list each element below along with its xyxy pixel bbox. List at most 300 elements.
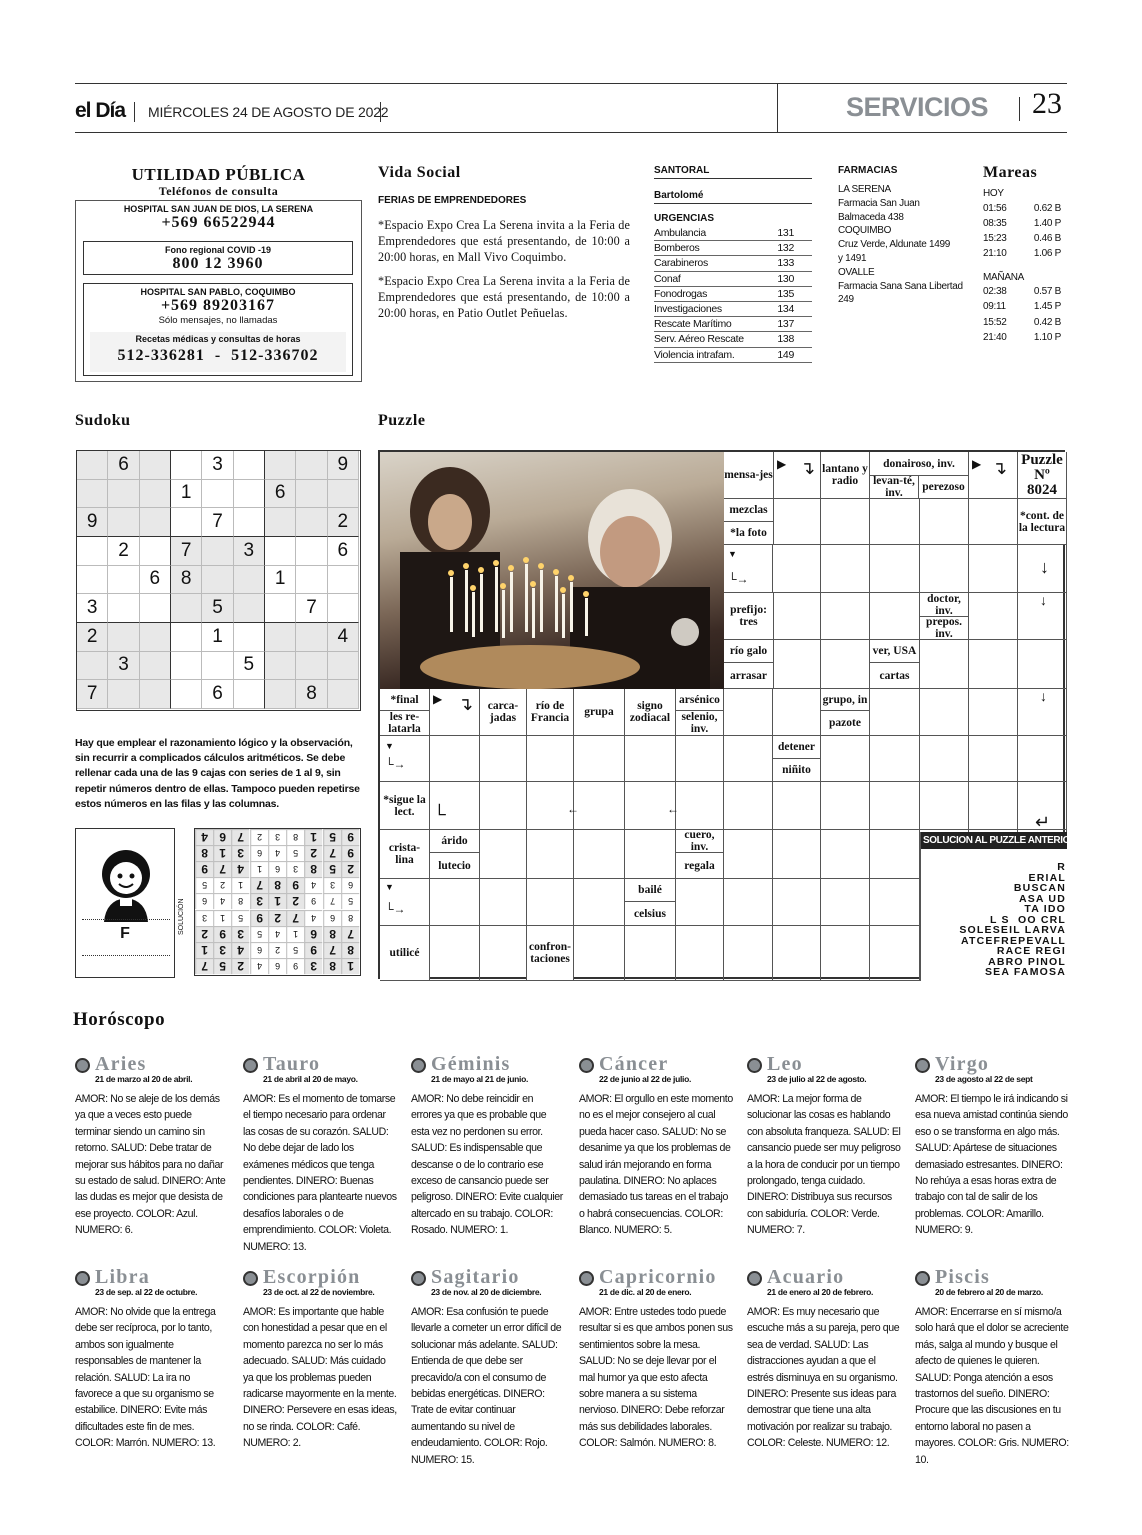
solution-row: SOLESEIL LARVA	[959, 924, 1066, 936]
solution-cell: 5	[323, 829, 341, 845]
clue-arrow-icon: ↵	[1035, 812, 1051, 832]
sudoku-cell[interactable]	[202, 566, 233, 595]
puzzle-cell[interactable]	[724, 830, 773, 879]
sudoku-cell[interactable]	[140, 508, 171, 537]
utilidad-box	[75, 200, 362, 382]
sudoku-cell[interactable]	[328, 594, 359, 623]
clue-utilice: utilicé	[380, 926, 430, 981]
solution-cell: 6	[213, 829, 231, 845]
solution-row: R	[1057, 861, 1066, 873]
sudoku-cell[interactable]	[265, 623, 296, 652]
covid-number: 800 12 3960	[172, 255, 264, 272]
puzzle-cell[interactable]	[969, 689, 1018, 736]
clue-selenio: selenio, inv.	[676, 711, 724, 736]
sudoku-cell[interactable]	[171, 680, 202, 709]
solution-cell: 1	[286, 926, 304, 942]
sudoku-cell[interactable]: 6	[202, 680, 233, 709]
sudoku-cell[interactable]: 3	[234, 537, 265, 566]
urgencia-label: Bomberos	[654, 242, 700, 255]
sudoku-cell[interactable]	[296, 451, 327, 480]
sudoku-cell[interactable]	[108, 623, 139, 652]
sudoku-cell[interactable]	[140, 652, 171, 681]
farmacia-line: LA SERENA	[838, 184, 891, 195]
marea-row	[983, 231, 1063, 246]
solution-cell: 6	[268, 958, 286, 974]
header-divider	[777, 84, 778, 132]
sudoku-cell[interactable]	[234, 623, 265, 652]
puzzle-cell[interactable]	[821, 593, 870, 640]
header-bottom-rule	[75, 132, 1067, 133]
solution-cell: 1	[268, 893, 286, 909]
marea-height: 0.62 B	[1033, 202, 1061, 214]
sudoku-cell[interactable]	[171, 623, 202, 652]
sudoku-cell[interactable]: 6	[328, 537, 359, 566]
sudoku-cell[interactable]	[234, 480, 265, 509]
sudoku-cell[interactable]	[296, 480, 327, 509]
solution-cell: 1	[195, 942, 213, 958]
sudoku-cell[interactable]: 7	[171, 537, 202, 566]
sudoku-cell[interactable]: 9	[77, 508, 108, 537]
sudoku-cell[interactable]: 2	[108, 537, 139, 566]
farmacia-line: Farmacia Sana Sana Libertad	[838, 280, 963, 292]
urgencia-number: 137	[777, 318, 794, 331]
solution-cell: 4	[304, 910, 322, 926]
puzzle-cell[interactable]	[1018, 640, 1067, 689]
puzzle-cell[interactable]	[920, 689, 969, 736]
hospital-la-serena: HOSPITAL SAN JUAN DE DIOS, LA SERENA +569 66522944	[81, 204, 356, 238]
puzzle-cell[interactable]	[527, 830, 574, 879]
puzzle-cell[interactable]	[676, 782, 724, 830]
puzzle-cell[interactable]	[773, 640, 821, 689]
solution-cell: 3	[213, 942, 231, 958]
puzzle-cell[interactable]	[480, 879, 527, 926]
farmacia-line: Farmacia San Juan	[838, 197, 920, 209]
solution-cell: 4	[304, 877, 322, 893]
hospital-coquimbo-number: +569 89203167	[160, 297, 276, 314]
sudoku-cell[interactable]	[265, 652, 296, 681]
sign-dates: 21 de dic. al 20 de enero.	[599, 1287, 692, 1297]
solution-cell: 6	[195, 893, 213, 909]
solution-cell: 9	[304, 893, 322, 909]
sign-name-piscis: Piscis	[935, 1266, 990, 1288]
puzzle-cell[interactable]	[821, 830, 870, 879]
sudoku-cell[interactable]	[140, 623, 171, 652]
puzzle-cell[interactable]	[724, 736, 773, 782]
puzzle-solution-grid	[931, 862, 1066, 978]
clue-cristalina: crista-lina	[380, 830, 430, 879]
puzzle-cell[interactable]	[430, 926, 480, 981]
puzzle-cell[interactable]	[773, 879, 821, 926]
santoral-section: SANTORAL Bartolomé URGENCIAS Ambulancia 131 Bomberos 132 Carabineros 133 Conaf 130 Fonodrogas 135 Investigaciones 134 Rescate Marítimo 137 Serv. Aéreo Rescate 138 Violencia intrafam. 149	[654, 164, 812, 363]
solution-cell: 6	[323, 910, 341, 926]
puzzle-cell[interactable]	[870, 926, 920, 981]
urgencia-label: Carabineros	[654, 257, 708, 270]
header-top-rule	[75, 83, 1067, 84]
marea-row	[983, 201, 1063, 216]
sudoku-cell[interactable]	[140, 594, 171, 623]
sudoku-cell[interactable]: 7	[77, 680, 108, 709]
urgencia-label: Fonodrogas	[654, 287, 708, 300]
sudoku-cell[interactable]	[171, 451, 202, 480]
sudoku-cell[interactable]	[108, 566, 139, 595]
solution-cell: 5	[323, 861, 341, 877]
clue-arrow-icon: ←	[667, 802, 679, 816]
solution-cell: 3	[195, 910, 213, 926]
clue-arrow-icon: ▼	[385, 741, 394, 751]
sudoku-cell[interactable]	[108, 480, 139, 509]
urgencia-row	[654, 332, 812, 347]
sudoku-cell[interactable]	[296, 537, 327, 566]
sudoku-cell[interactable]: 6	[265, 480, 296, 509]
solution-cell: 1	[304, 829, 322, 845]
puzzle-cell[interactable]	[480, 926, 527, 981]
solution-cell: 5	[250, 926, 268, 942]
sudoku-cell[interactable]	[234, 680, 265, 709]
sudoku-cell[interactable]	[108, 508, 139, 537]
puzzle-cell[interactable]	[821, 545, 870, 593]
puzzle-photo	[380, 452, 724, 689]
puzzle-cell[interactable]	[821, 782, 870, 830]
sudoku-cell[interactable]: 3	[202, 451, 233, 480]
sudoku-cell[interactable]: 5	[234, 652, 265, 681]
sign-text: AMOR: Es el momento de tomarse el tiempo necesario para ordenar las cosas de su corazón. SALUD: No debe dejar de lado los exámenes médicos que tenga pendientes. DINERO: Buenas condiciones para plantearte nuevos desafíos laborales o de emprendimiento. COLOR: Violeta. NUMERO: 13.	[243, 1093, 397, 1253]
candles-photo	[380, 452, 724, 689]
puzzle-cell[interactable]	[870, 736, 920, 782]
clue-mensajes: mensa-jes	[724, 452, 774, 499]
urgencia-label: Rescate Marítimo	[654, 318, 732, 331]
sudoku-cell[interactable]: 1	[171, 480, 202, 509]
puzzle-cell[interactable]	[574, 879, 625, 926]
puzzle-cell[interactable]	[870, 593, 920, 640]
sudoku-cell[interactable]	[234, 594, 265, 623]
sudoku-cell[interactable]	[265, 680, 296, 709]
puzzle-cell[interactable]	[870, 782, 920, 830]
puzzle-cell[interactable]	[821, 736, 870, 782]
puzzle-cell[interactable]	[920, 736, 969, 782]
puzzle-cell[interactable]	[870, 499, 920, 545]
sign-dates: 20 de febrero al 20 de marzo.	[935, 1287, 1043, 1297]
farmacia-line: OVALLE	[838, 266, 875, 278]
clue-regala: regala	[676, 853, 724, 879]
solution-cell: 1	[341, 958, 359, 974]
puzzle-cell[interactable]	[625, 830, 676, 879]
puzzle-cell[interactable]	[870, 879, 920, 926]
sudoku-cell[interactable]	[296, 623, 327, 652]
sudoku-cell[interactable]	[108, 680, 139, 709]
puzzle-cell[interactable]	[821, 926, 870, 981]
sudoku-cell[interactable]	[140, 680, 171, 709]
sudoku-cell[interactable]	[328, 480, 359, 509]
puzzle-cell[interactable]	[625, 926, 676, 981]
clue-grupa: grupa	[574, 689, 625, 736]
sudoku-cell[interactable]	[265, 508, 296, 537]
sudoku-cell[interactable]	[171, 652, 202, 681]
solution-cell: 3	[323, 877, 341, 893]
sudoku-cell[interactable]	[108, 594, 139, 623]
hospital-coquimbo-box: HOSPITAL SAN PABLO, COQUIMBO +569 89203167 Sólo mensajes, no llamadas Recetas médicas y consultas de horas 512-336281 - 512-336702	[83, 283, 353, 376]
puzzle-cell[interactable]	[480, 830, 527, 879]
solution-cell: 5	[231, 910, 249, 926]
urgencia-row	[654, 348, 812, 363]
sudoku-cell[interactable]	[265, 537, 296, 566]
clue-lantano: lantano y radio	[821, 452, 870, 499]
sudoku-cell[interactable]	[171, 594, 202, 623]
puzzle-cell[interactable]	[773, 782, 821, 830]
sudoku-cell[interactable]	[234, 508, 265, 537]
puzzle-cell[interactable]	[969, 782, 1018, 830]
sign-dates: 21 de mayo al 21 de junio.	[431, 1074, 529, 1084]
urgencias-list	[654, 226, 812, 363]
crossword-puzzle	[378, 450, 1077, 979]
sudoku-cell[interactable]	[328, 680, 359, 709]
newspaper-logo: el Día	[75, 99, 126, 122]
clue-signo: signo zodiacal	[625, 689, 676, 736]
sudoku-cell[interactable]: 1	[265, 566, 296, 595]
marea-height: 1.06 P	[1033, 248, 1061, 260]
urgencia-number: 133	[777, 257, 794, 270]
sudoku-cell[interactable]: 4	[328, 623, 359, 652]
clue-arrow-icon: ↓	[1040, 557, 1049, 577]
puzzle-cell[interactable]	[870, 545, 920, 593]
sign-dates: 23 de agosto al 22 de sept	[935, 1074, 1033, 1084]
puzzle-cell[interactable]	[574, 782, 625, 830]
solution-cell: 9	[341, 845, 359, 861]
clue-arrow-icon: └→	[728, 572, 749, 586]
clue-carcajadas: carca-jadas	[480, 689, 527, 736]
sudoku-cell[interactable]: 2	[77, 623, 108, 652]
sudoku-cell[interactable]	[140, 480, 171, 509]
urgencia-label: Serv. Aéreo Rescate	[654, 333, 744, 346]
separator	[1019, 97, 1020, 121]
sudoku-cell[interactable]: 7	[202, 508, 233, 537]
urgencia-row	[654, 272, 812, 287]
solution-row: ABRO PINOL	[988, 955, 1066, 968]
sudoku-cell[interactable]: 3	[108, 652, 139, 681]
solution-cell: 2	[250, 829, 268, 845]
utilidad-title: UTILIDAD PÚBLICA	[131, 165, 306, 184]
sudoku-solution	[194, 828, 361, 976]
sudoku-cell[interactable]	[77, 537, 108, 566]
clue-arrow-icon: ▶	[433, 692, 443, 706]
sudoku-cell[interactable]	[234, 566, 265, 595]
sign-name-cancer: Cáncer	[599, 1053, 669, 1075]
solution-cell: 3	[268, 829, 286, 845]
puzzle-cell[interactable]	[920, 640, 969, 689]
sudoku-cell[interactable]	[77, 480, 108, 509]
puzzle-cell[interactable]	[527, 736, 574, 782]
urgencia-row	[654, 226, 812, 241]
sudoku-cell[interactable]: 8	[171, 566, 202, 595]
solution-cell: 4	[213, 893, 231, 909]
puzzle-solution	[920, 832, 1077, 981]
puzzle-cell[interactable]	[773, 593, 821, 640]
puzzle-cell[interactable]	[870, 689, 920, 736]
marea-time: 02:38	[983, 286, 1007, 298]
puzzle-number: Puzzle Nº 8024	[1018, 452, 1067, 499]
sudoku-cell[interactable]: 3	[77, 594, 108, 623]
clue-arrow-icon: ↓	[1040, 592, 1047, 608]
puzzle-cell[interactable]	[676, 736, 724, 782]
sudoku-cell[interactable]	[140, 451, 171, 480]
clue-baile: bailé	[625, 879, 676, 902]
solution-row: SEA FAMOSA	[984, 966, 1066, 978]
solution-cell: 9	[286, 958, 304, 974]
puzzle-cell[interactable]	[969, 736, 1018, 782]
puzzle-cell[interactable]	[773, 926, 821, 981]
mareas-hoy	[983, 201, 1063, 262]
sudoku-cell[interactable]	[202, 652, 233, 681]
puzzle-cell[interactable]	[574, 830, 625, 879]
sign-text: AMOR: El tiempo le irá indicando si esa nueva amistad continúa siendo eso o se transforma en algo más. SALUD: Apártese de situaciones demasiado estresantes. DINERO: No rehúya a esas horas extra de trabajo con tal de salir de los problemas. COLOR: Amarillo. NUMERO: 9.	[915, 1093, 1068, 1237]
sudoku-cell[interactable]	[296, 508, 327, 537]
sudoku-cell[interactable]	[140, 537, 171, 566]
sudoku-cell[interactable]	[77, 566, 108, 595]
puzzle-cell[interactable]	[1018, 736, 1067, 782]
puzzle-cell[interactable]	[430, 736, 480, 782]
sudoku-cell[interactable]	[202, 480, 233, 509]
sudoku-cell[interactable]	[328, 652, 359, 681]
solution-cell: 6	[304, 926, 322, 942]
solution-cell: 7	[286, 910, 304, 926]
sign-dates: 23 de julio al 22 de agosto.	[767, 1074, 867, 1084]
clue-relataria: les re-latarla	[380, 711, 430, 736]
urgencia-number: 149	[777, 348, 794, 361]
dotted-line	[82, 919, 170, 920]
puzzle-cell[interactable]	[969, 499, 1018, 545]
puzzle-cell[interactable]	[969, 593, 1018, 640]
puzzle-cell[interactable]	[430, 879, 480, 926]
clue-arrow-icon: ▼	[385, 882, 394, 892]
solution-cell: 9	[195, 861, 213, 877]
sudoku-cell[interactable]	[77, 451, 108, 480]
sudoku-instructions: Hay que emplear el razonamiento lógico y la observación, sin recurrir a complicados cálculos aritméticos. Se debe rellenar cada una de las 9 cajas con series de 1 al 9, sin repetir números dentro de ellas. Tampoco pueden repetirse estos números en las filas y las columnas.	[75, 737, 360, 810]
puzzle-cell[interactable]	[821, 879, 870, 926]
sudoku-cell[interactable]	[328, 566, 359, 595]
puzzle-cell[interactable]	[969, 640, 1018, 689]
clue-prefijo: prefijo: tres	[724, 593, 774, 640]
sudoku-cell[interactable]: 1	[202, 623, 233, 652]
sign-dates: 23 de sep. al 22 de octubre.	[95, 1287, 198, 1297]
puzzle-cell[interactable]	[821, 640, 870, 689]
marea-height: 1.40 P	[1033, 217, 1061, 229]
sign-text: AMOR: No se aleje de los demás ya que a veces esto puede terminar siendo un camino sin retorno. SALUD: Debe tratar de mejorar sus hábitos para no dañar su estado de salud. DINERO: Ante las dudas es mejor que desista de ese proyecto. COLOR: Azul. NUMERO: 6.	[75, 1093, 226, 1237]
marea-height: 0.46 B	[1033, 233, 1061, 245]
urgencia-label: Ambulancia	[654, 227, 706, 239]
puzzle-cell[interactable]	[574, 926, 625, 981]
solution-cell: 7	[231, 829, 249, 845]
clue-riofrancia: río de Francia	[527, 689, 574, 736]
urgencia-label: Conaf	[654, 272, 681, 285]
utilidad-subtitle: Teléfonos de consulta	[158, 184, 279, 198]
geminis-icon	[411, 1058, 426, 1073]
sudoku-cell[interactable]	[296, 566, 327, 595]
puzzle-cell[interactable]	[625, 736, 676, 782]
clue-cont: *cont. de la lectura	[1018, 499, 1067, 545]
sign-name-acuario: Acuario	[767, 1266, 845, 1288]
clue-verusa: ver, USA	[870, 640, 920, 663]
hospital-la-serena-number: +569 66522944	[161, 214, 276, 231]
clue-arrow-icon: ▼	[728, 549, 737, 559]
sudoku-cell[interactable]	[171, 508, 202, 537]
clue-arrasar: arrasar	[724, 663, 774, 689]
solution-cell: 7	[250, 877, 268, 893]
sudoku-cell[interactable]	[296, 652, 327, 681]
sudoku-cell[interactable]	[265, 451, 296, 480]
puzzle-cell[interactable]	[527, 879, 574, 926]
puzzle-cell[interactable]	[870, 830, 920, 879]
puzzle-cell[interactable]	[724, 879, 773, 926]
separator	[134, 102, 135, 122]
sudoku-cell[interactable]	[77, 652, 108, 681]
puzzle-cell[interactable]	[920, 545, 969, 593]
marea-time: 08:35	[983, 217, 1007, 229]
sign-dates: 21 de enero al 20 de febrero.	[767, 1287, 874, 1297]
puzzle-cell[interactable]	[724, 782, 773, 830]
solution-cell: 7	[323, 942, 341, 958]
solution-row: ATCEFREPEVALL	[960, 934, 1066, 947]
solution-cell: 4	[250, 958, 268, 974]
puzzle-cell[interactable]	[773, 499, 821, 545]
puzzle-cell[interactable]	[821, 499, 870, 545]
solucion-label: SOLUCIÓN	[178, 898, 185, 935]
escorpion-icon	[243, 1271, 258, 1286]
puzzle-cell[interactable]	[676, 926, 724, 981]
sudoku-cell[interactable]: 8	[296, 680, 327, 709]
sign-text: AMOR: El orgullo en este momento no es el mejor consejero al cual pueda hacer caso. SALUD: No se desanime ya que los problemas de salud irán mejorando en forma paulatina. DINERO: No aplaces demasiado tus tareas en el trabajo o habrá consecuencias. COLOR: Blanco. NUMERO: 5.	[579, 1093, 733, 1237]
sudoku-cell[interactable]: 2	[328, 508, 359, 537]
sudoku-cell[interactable]: 7	[296, 594, 327, 623]
clue-prepos: prepos. inv.	[920, 617, 969, 640]
puzzle-cell[interactable]	[920, 782, 969, 830]
vida-social-title: Vida Social	[378, 164, 461, 181]
solution-cell: 2	[213, 877, 231, 893]
puzzle-cell[interactable]	[969, 545, 1018, 593]
sign-dates: 21 de abril al 20 de mayo.	[263, 1074, 358, 1084]
solution-cell: 3	[250, 893, 268, 909]
sudoku-cell[interactable]: 6	[108, 451, 139, 480]
marea-row	[983, 284, 1063, 299]
clue-arrow-icon: ↴	[800, 458, 816, 478]
puzzle-cell[interactable]	[773, 830, 821, 879]
sudoku-cell[interactable]	[265, 594, 296, 623]
clue-cuero: cuero, inv.	[676, 830, 724, 853]
puzzle-cell[interactable]	[773, 545, 821, 593]
puzzle-cell[interactable]	[724, 689, 773, 736]
clue-arrow-icon: └→	[385, 757, 406, 771]
puzzle-cell[interactable]	[724, 926, 773, 981]
page-number: 23	[1032, 87, 1062, 120]
sign-text: AMOR: Esa confusión te puede llevarle a cometer un error difícil de solucionar más adelante. SALUD: Entienda de que debe ser precavido/a con el consumo de bebidas energéticas. DINERO: Trate de evitar continuar aumentando su nivel de endeudamiento. COLOR: Rojo. NUMERO: 15.	[411, 1306, 562, 1466]
puzzle-cell[interactable]	[574, 736, 625, 782]
solution-cell: 6	[250, 942, 268, 958]
sudoku-cell[interactable]	[234, 451, 265, 480]
solution-cell: 8	[323, 926, 341, 942]
sign-text: AMOR: Entre ustedes todo puede resultar si es que ambos ponen sus sentimientos sobre la mesa. SALUD: No se deje llevar por el mal humor ya que esto afecta sobre manera a su sistema nervioso. DINERO: Debe reforzar más sus debilidades laborales. COLOR: Salmón. NUMERO: 8.	[579, 1306, 733, 1450]
puzzle-cell[interactable]	[920, 499, 969, 545]
puzzle-cell[interactable]	[773, 689, 821, 736]
solution-cell: 6	[268, 861, 286, 877]
sudoku-cell[interactable]: 9	[328, 451, 359, 480]
solution-cell: 6	[250, 845, 268, 861]
mareas-section: Mareas HOY 01:56 0.62 B 08:35 1.40 P 15:23 0.46 B 21:10 1.06 P MAÑANA 02:38 0.57 B 09:11 1.45 P 15:52 0.42 B 21:40 1.10 P	[983, 164, 1063, 345]
puzzle-cell[interactable]	[480, 782, 527, 830]
clue-ninito: niñito	[773, 759, 821, 782]
sudoku-cell[interactable]: 6	[140, 566, 171, 595]
sudoku-cell[interactable]: 5	[202, 594, 233, 623]
sudoku-cell[interactable]	[202, 537, 233, 566]
puzzle-cell[interactable]	[676, 879, 724, 926]
puzzle-cell[interactable]	[480, 736, 527, 782]
